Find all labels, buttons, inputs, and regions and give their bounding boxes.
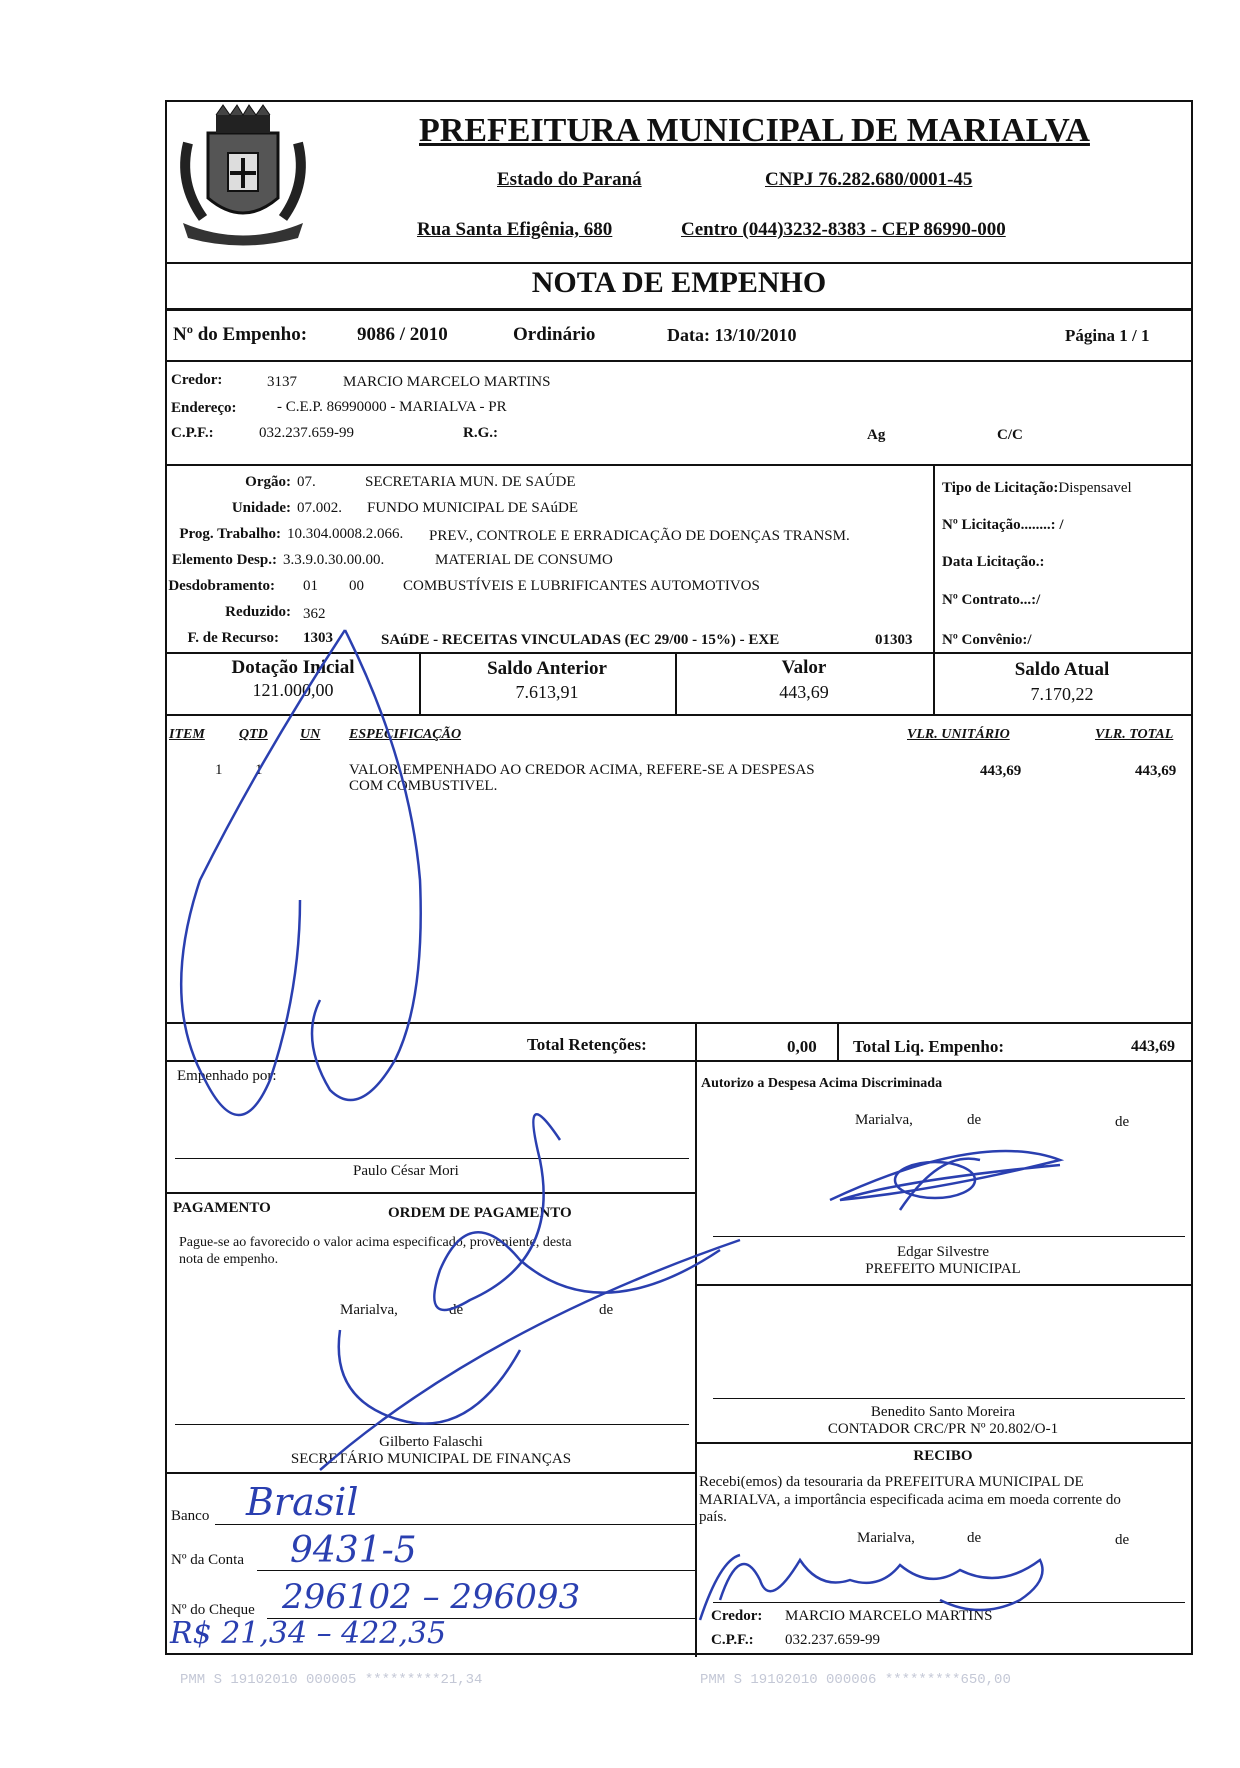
address2-text: Centro (044)3232-8383 - CEP 86990-000 xyxy=(681,219,1006,240)
banco-label: Banco xyxy=(171,1508,210,1524)
prefeitura-title: PREFEITURA MUNICIPAL DE MARIALVA xyxy=(419,112,1090,149)
desdobramento-code-1: 01 xyxy=(303,578,318,594)
credor-name: MARCIO MARCELO MARTINS xyxy=(343,374,551,390)
empenho-number-label: Nº do Empenho: xyxy=(173,324,308,345)
unidade-label: Unidade: xyxy=(231,500,291,516)
item-total-value: 443,69 xyxy=(1135,763,1177,779)
unidade-name: FUNDO MUNICIPAL DE SAúDE xyxy=(367,500,578,516)
recurso-name: SAúDE - RECEITAS VINCULADAS (EC 29/00 - 15%) - EXE xyxy=(381,632,780,648)
licitacao-number: Nº Licitação........: / xyxy=(942,517,1064,533)
contrato-number: Nº Contrato...:/ xyxy=(942,592,1041,608)
recibo-credor-name: MARCIO MARCELO MARTINS xyxy=(785,1608,993,1624)
retencoes-label: Total Retenções: xyxy=(527,1035,647,1054)
saldo-anterior-value: 7.613,91 xyxy=(515,682,579,702)
empenho-number: 9086 / 2010 xyxy=(357,324,448,345)
state-text: Estado do Paraná xyxy=(497,169,642,190)
pagamento-city: Marialva, xyxy=(340,1302,398,1318)
item-spec-line1: VALOR EMPENHADO AO CREDOR ACIMA, REFERE-SE A DESPESAS xyxy=(349,762,815,778)
recurso-number: 01303 xyxy=(875,632,913,648)
page-number: Página 1 / 1 xyxy=(1065,326,1150,345)
handwritten-values: R$ 21,34 – 422,35 xyxy=(170,1616,447,1651)
pagamento-de-2: de xyxy=(599,1302,614,1318)
col-qtd: QTD xyxy=(239,727,268,742)
desdobramento-code-2: 00 xyxy=(349,578,364,594)
licitacao-type-label: Tipo de Licitação:Dispensavel xyxy=(942,480,1132,496)
recibo-cpf-label: C.P.F.: xyxy=(711,1632,754,1648)
recibo-text-3: país. xyxy=(699,1509,727,1525)
pagamento-de-1: de xyxy=(449,1302,464,1318)
recibo-text-2: MARIALVA, a importância especificada acima em moeda corrente do xyxy=(699,1492,1121,1508)
autorizo-de-2: de xyxy=(1115,1114,1130,1130)
empenho-date: Data: 13/10/2010 xyxy=(667,325,797,345)
item-unit-value: 443,69 xyxy=(980,763,1022,779)
conta-label: Nº da Conta xyxy=(171,1552,244,1568)
item-number: 1 xyxy=(215,762,223,778)
cpf-label: C.P.F.: xyxy=(171,425,214,441)
convenio-number: Nº Convênio:/ xyxy=(942,632,1032,648)
saldo-atual-label: Saldo Atual xyxy=(1014,659,1110,680)
saldo-atual-value: 7.170,22 xyxy=(1030,684,1094,704)
doc-title: NOTA DE EMPENHO xyxy=(531,266,827,299)
cashier-stamp-right: PMM S 19102010 000006 *********650,00 xyxy=(700,1672,1011,1688)
handwritten-conta: 9431-5 xyxy=(290,1530,417,1571)
orgao-label: Orgão: xyxy=(245,474,291,490)
rg-label: R.G.: xyxy=(463,425,498,441)
recibo-text-1: Recebi(emos) da tesouraria da PREFEITURA MUNICIPAL DE xyxy=(699,1474,1084,1490)
reduzido-label: Reduzido: xyxy=(225,604,291,620)
prefeito-role: PREFEITO MUNICIPAL xyxy=(865,1261,1021,1277)
col-un: UN xyxy=(300,727,321,742)
licitacao-date: Data Licitação.: xyxy=(942,554,1045,570)
recibo-credor-label: Credor: xyxy=(711,1608,763,1624)
empenho-type: Ordinário xyxy=(513,324,596,345)
saldo-anterior-label: Saldo Anterior xyxy=(487,658,607,679)
reduzido-value: 362 xyxy=(303,606,326,622)
empenhado-por-label: Empenhado por: xyxy=(177,1068,277,1084)
handwritten-cheque: 296102 – 296093 xyxy=(282,1577,581,1617)
recibo-cpf-value: 032.237.659-99 xyxy=(785,1632,880,1648)
desdobramento-name: COMBUSTÍVEIS E LUBRIFICANTES AUTOMOTIVOS xyxy=(403,578,760,594)
prefeito-name: Edgar Silvestre xyxy=(896,1244,990,1260)
empenhado-por-name: Paulo César Mori xyxy=(353,1163,459,1179)
cpf-value: 032.237.659-99 xyxy=(259,425,354,441)
item-qty: 1 xyxy=(255,762,263,778)
pagamento-label: PAGAMENTO xyxy=(173,1200,271,1216)
col-vlr-unitario: VLR. UNITÁRIO xyxy=(907,727,1010,742)
endereco-value: - C.E.P. 86990000 - MARIALVA - PR xyxy=(277,399,507,415)
dotacao-label: Dotação Inicial xyxy=(231,657,355,678)
unidade-code: 07.002. xyxy=(297,500,342,516)
prog-label: Prog. Trabalho: xyxy=(179,526,281,542)
col-item: ITEM xyxy=(169,727,205,742)
endereco-label: Endereço: xyxy=(171,400,237,416)
cnpj-text: CNPJ 76.282.680/0001-45 xyxy=(765,169,973,190)
col-especificacao: ESPECIFICAÇÃO xyxy=(349,727,462,742)
pagamento-text-1: Pague-se ao favorecido o valor acima especificado, proveniente, desta xyxy=(179,1235,572,1250)
credor-code: 3137 xyxy=(267,374,297,390)
recurso-label: F. de Recurso: xyxy=(187,630,279,646)
elemento-label: Elemento Desp.: xyxy=(172,552,277,568)
cheque-label: Nº do Cheque xyxy=(171,1602,255,1618)
retencoes-value: 0,00 xyxy=(787,1037,817,1056)
credor-label: Credor: xyxy=(171,372,223,388)
prog-name: PREV., CONTROLE E ERRADICAÇÃO DE DOENÇAS TRANSM. xyxy=(429,528,850,544)
elemento-code: 3.3.9.0.30.00.00. xyxy=(283,552,385,568)
pagamento-text-2: nota de empenho. xyxy=(179,1252,279,1267)
secretario-name: Gilberto Falaschi xyxy=(379,1434,483,1450)
liq-empenho-value: 443,69 xyxy=(1131,1038,1175,1055)
address-text: Rua Santa Efigênia, 680 xyxy=(417,219,613,240)
handwritten-banco: Brasil xyxy=(246,1480,359,1524)
valor-value: 443,69 xyxy=(779,682,829,702)
elemento-name: MATERIAL DE CONSUMO xyxy=(435,552,613,568)
prog-code: 10.304.0008.2.066. xyxy=(287,526,404,542)
cashier-stamp-left: PMM S 19102010 000005 *********21,34 xyxy=(180,1672,483,1688)
recibo-de-1: de xyxy=(967,1530,982,1546)
orgao-name: SECRETARIA MUN. DE SAÚDE xyxy=(365,474,576,490)
dotacao-value: 121.000,00 xyxy=(252,680,334,700)
orgao-code: 07. xyxy=(297,474,316,490)
desdobramento-label: Desdobramento: xyxy=(168,578,275,594)
nota-de-empenho-form xyxy=(165,100,1193,1655)
autorizo-city: Marialva, xyxy=(855,1112,913,1128)
recurso-code: 1303 xyxy=(303,630,333,646)
ordem-pagamento-label: ORDEM DE PAGAMENTO xyxy=(388,1205,572,1221)
recibo-city: Marialva, xyxy=(857,1530,915,1546)
autorizo-de-1: de xyxy=(967,1112,982,1128)
recibo-title: RECIBO xyxy=(913,1448,973,1464)
ag-label: Ag xyxy=(867,427,886,443)
liq-empenho-label: Total Liq. Empenho: xyxy=(853,1037,1004,1056)
item-spec-line2: COM COMBUSTIVEL. xyxy=(349,778,498,794)
autorizo-label: Autorizo a Despesa Acima Discriminada xyxy=(701,1076,943,1091)
secretario-role: SECRETÁRIO MUNICIPAL DE FINANÇAS xyxy=(290,1451,572,1467)
valor-label: Valor xyxy=(781,657,827,678)
contador-name: Benedito Santo Moreira xyxy=(870,1404,1016,1420)
contador-role: CONTADOR CRC/PR Nº 20.802/O-1 xyxy=(827,1421,1059,1437)
cc-label: C/C xyxy=(997,427,1023,443)
recibo-de-2: de xyxy=(1115,1532,1130,1548)
col-vlr-total: VLR. TOTAL xyxy=(1095,727,1174,742)
